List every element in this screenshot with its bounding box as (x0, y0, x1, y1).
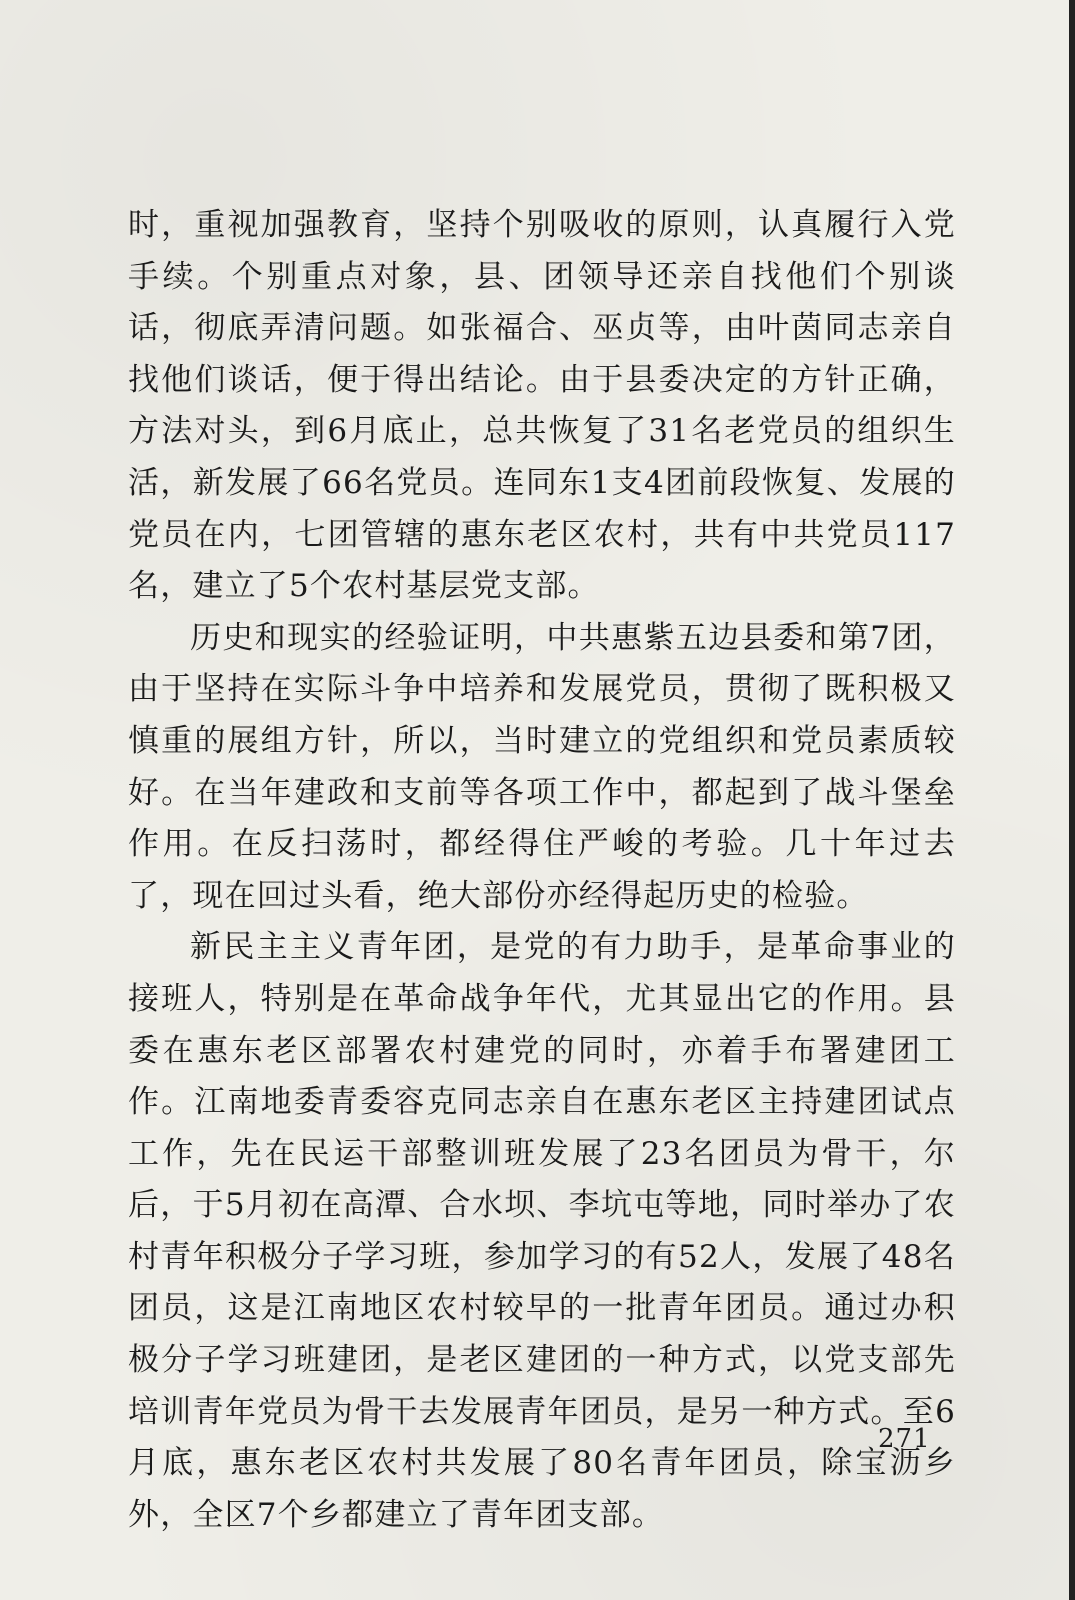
paragraph-3: 新民主主义青年团，是党的有力助手，是革命事业的接班人，特别是在革命战争年代，尤其显出它的作用。县委在惠东老区部署农村建党的同时，亦着手布署建团工作。江南地委青委容克同志亲自在惠东老区主持建团试点工作，先在民运干部整训班发展了23名团员为骨干，尔后，于5月初在高潭、合水坝、李坑屯等地，同时举办了农村青年积极分子学习班，参加学习的有52人，发展了48名团员，这是江南地区农村较早的一批青年团员。通过办积极分子学习班建团，是老区建团的一种方式，以党支部先培训青年党员为骨干去发展青年团员，是另一种方式。至6月底，惠东老区农村共发展了80名青年团员，除宝沥乡外，全区7个乡都建立了青年团支部。 (128, 929, 956, 1533)
page-number: 271 (878, 1424, 931, 1454)
body-text (128, 200, 956, 1541)
paragraph-2: 历史和现实的经验证明，中共惠紫五边县委和第7团，由于坚持在实际斗争中培养和发展党员，贯彻了既积极又慎重的展组方针，所以，当时建立的党组织和党员素质较好。在当年建政和支前等各项工作中，都起到了战斗堡垒作用。在反扫荡时，都经得住严峻的考验。几十年过去了，现在回过头看，绝大部份亦经得起历史的检验。 (128, 619, 956, 914)
scan-edge-shadow (1069, 0, 1075, 1600)
paragraph-1: 时，重视加强教育，坚持个别吸收的原则，认真履行入党手续。个别重点对象，县、团领导还亲自找他们个别谈话，彻底弄清问题。如张福合、巫贞等，由叶茵同志亲自找他们谈话，便于得出结论。由于县委决定的方针正确，方法对头，到6月底止，总共恢复了31名老党员的组织生活，新发展了66名党员。连同东1支4团前段恢复、发展的党员在内，七团管辖的惠东老区农村，共有中共党员117名，建立了5个农村基层党支部。 (128, 207, 956, 605)
